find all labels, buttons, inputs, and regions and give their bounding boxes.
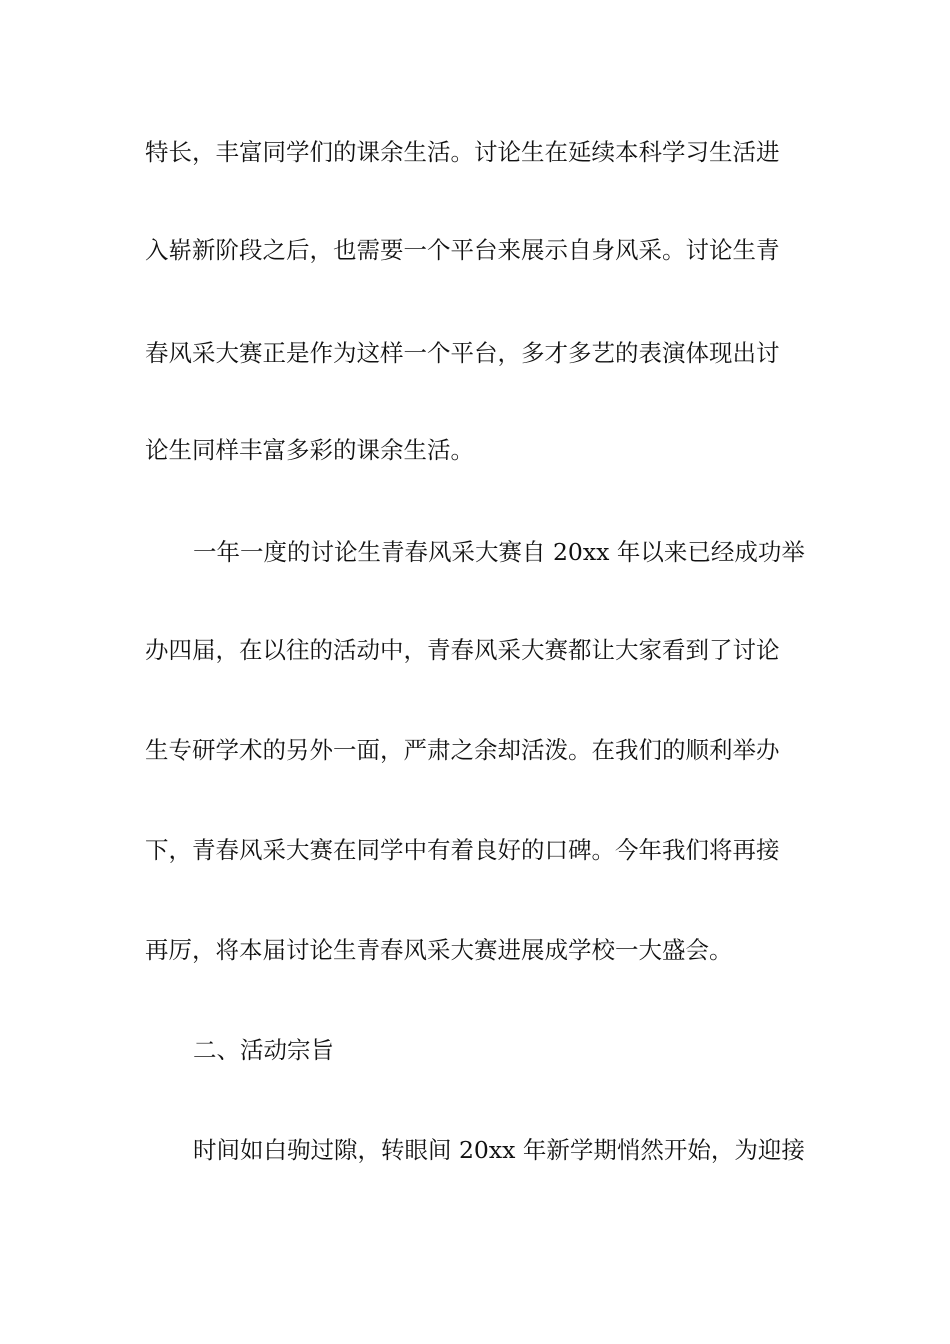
paragraph-line-8: 下，青春风采大赛在同学中有着良好的口碑。今年我们将再接 <box>145 836 780 864</box>
paragraph-line-1: 特长，丰富同学们的课余生活。讨论生在延续本科学习生活进 <box>145 138 780 166</box>
section-heading: 二、活动宗旨 <box>193 1036 334 1064</box>
paragraph-line-3: 春风采大赛正是作为这样一个平台，多才多艺的表演体现出讨 <box>145 339 780 367</box>
paragraph-line-5: 一年一度的讨论生青春风采大赛自 20xx 年以来已经成功举 <box>193 538 805 566</box>
paragraph-line-6: 办四届，在以往的活动中，青春风采大赛都让大家看到了讨论 <box>145 636 780 664</box>
paragraph-line-2: 入崭新阶段之后，也需要一个平台来展示自身风采。讨论生青 <box>145 236 780 264</box>
paragraph-line-4: 论生同样丰富多彩的课余生活。 <box>145 436 474 464</box>
paragraph-line-7: 生专研学术的另外一面，严肃之余却活泼。在我们的顺利举办 <box>145 736 780 764</box>
paragraph-line-9: 再厉，将本届讨论生青春风采大赛进展成学校一大盛会。 <box>145 936 733 964</box>
paragraph-line-10: 时间如白驹过隙，转眼间 20xx 年新学期悄然开始，为迎接 <box>193 1136 805 1164</box>
